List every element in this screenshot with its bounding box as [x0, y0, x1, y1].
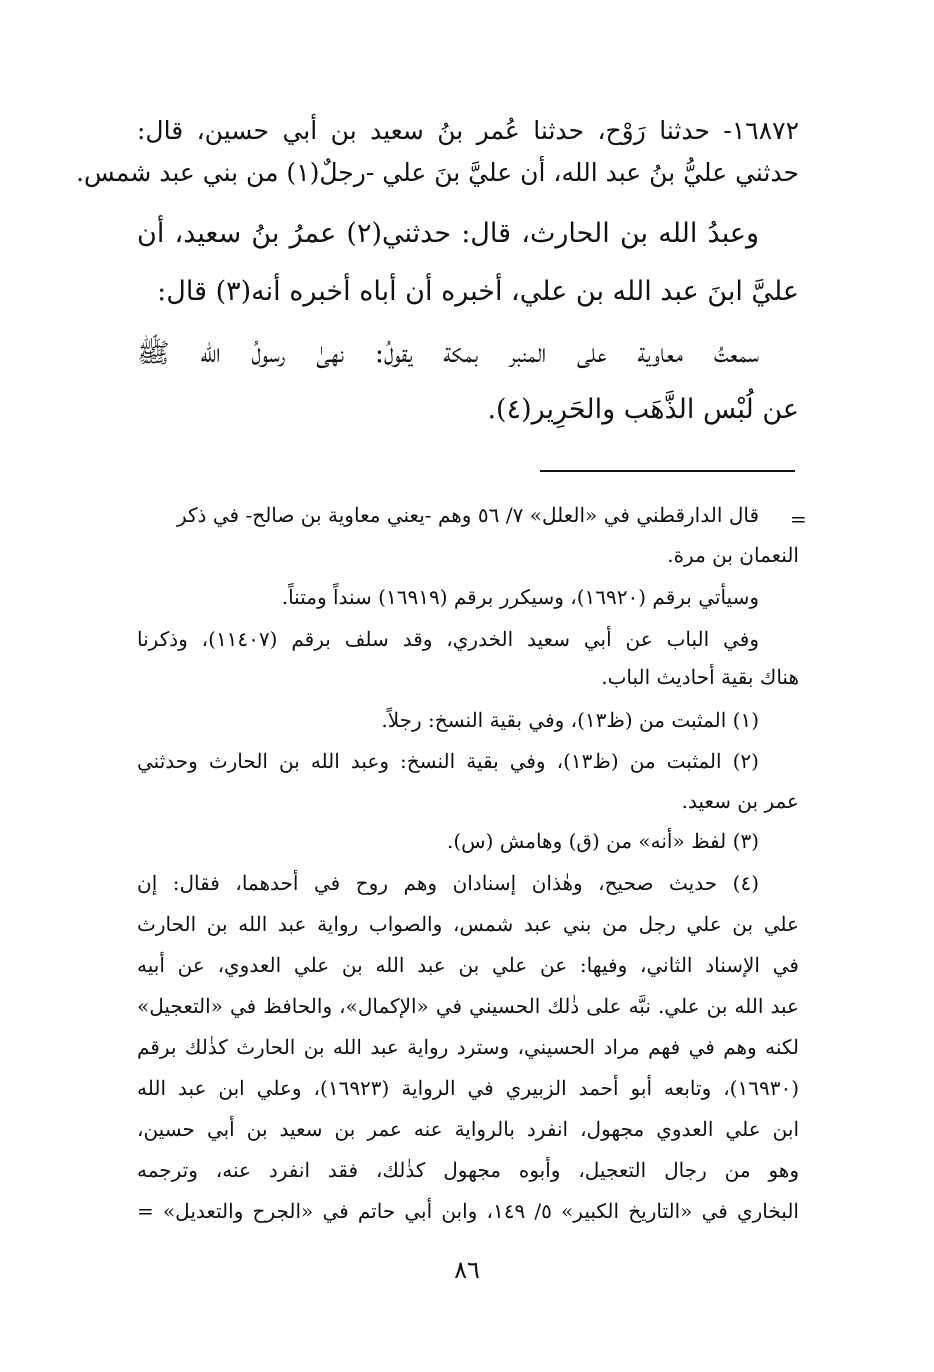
- footnote-separator: [540, 470, 795, 472]
- footnote-line: في الإسناد الثاني، وفيها: عن علي بن عبد الله بن علي العدوي، عن أبيه: [137, 953, 799, 977]
- hadith-line-5: سمعتُ معاوية على المنبر بمكة يقولُ: نهىٰ رسولُ الله ﷺ: [137, 338, 759, 369]
- footnote-3: (٣) لفظ «أنه» من (ق) وهامش (س).: [447, 829, 759, 853]
- footnote-line: (١٦٩٣٠)، وتابعه أبو أحمد الزبيري في الرواية (١٦٩٢٣)، وعلي ابن عبد الله: [137, 1076, 799, 1100]
- hadith-line-1: ١٦٨٧٢- حدثنا رَوْح، حدثنا عُمر بنُ سعيد بن أبي حسين، قال:: [137, 116, 799, 145]
- hadith-line-4: عليَّ ابنَ عبد الله بن علي، أخبره أن أباه أخبره أنه(٣) قال:: [157, 276, 799, 307]
- footnote-line: عبد الله بن علي. نبَّه على ذٰلك الحسيني في «الإكمال»، والحافظ في «التعجيل»: [137, 994, 799, 1018]
- footnote-4: (٤) حديث صحيح، وهٰذان إسنادان وهم روح في أحدهما، فقال: إن: [137, 871, 759, 895]
- hadith-line-6: عن لُبْس الذَّهَب والحَرِير(٤).: [487, 394, 799, 425]
- footnote-line: قال الدارقطني في «العلل» ٧/ ٥٦ وهم -يعني معاوية بن صالح- في ذكر: [177, 503, 760, 527]
- footnote-2: (٢) المثبت من (ظ١٣)، وفي بقية النسخ: وعبد الله بن الحارث وحدثني: [137, 749, 759, 773]
- footnote-1: (١) المثبت من (ظ١٣)، وفي بقية النسخ: رجلاً.: [381, 708, 759, 732]
- footnote-line: وهو من رجال التعجيل، وأبوه مجهول كذٰلك، فقد انفرد عنه، وترجمه: [137, 1158, 799, 1182]
- page-number: ٨٦: [454, 1256, 480, 1284]
- footnote-line: وفي الباب عن أبي سعيد الخدري، وقد سلف برقم (١١٤٠٧)، وذكرنا: [137, 627, 759, 651]
- hadith-line-3: وعبدُ الله بن الحارث، قال: حدثني(٢) عمرُ بنُ سعيد، أن: [137, 218, 760, 249]
- footnote-line: وسيأتي برقم (١٦٩٢٠)، وسيكرر برقم (١٦٩١٩) سنداً ومتناً.: [281, 585, 759, 609]
- footnote-line: عمر بن سعيد.: [681, 789, 799, 813]
- footnote-line: لكنه وهم في فهم مراد الحسيني، وسترد رواية عبد الله بن الحارث كذٰلك برقم: [137, 1035, 799, 1059]
- footnote-line: هناك بقية أحاديث الباب.: [601, 665, 799, 689]
- hadith-line-2: حدثني عليُّ بنُ عبد الله، أن عليَّ بنَ علي -رجلٌ(١) من بني عبد شمس.: [76, 158, 799, 187]
- footnote-line: ابن علي العدوي مجهول، انفرد بالرواية عنه عمر بن سعيد بن أبي حسين،: [137, 1117, 799, 1141]
- continuation-mark: =: [790, 507, 807, 531]
- footnote-line: النعمان بن مرة.: [667, 543, 799, 567]
- footnote-line: علي بن علي رجل من بني عبد شمس، والصواب رواية عبد الله بن الحارث: [137, 912, 799, 936]
- footnote-line: البخاري في «التاريخ الكبير» ٥/ ١٤٩، وابن أبي حاتم في «الجرح والتعديل» =: [137, 1199, 799, 1223]
